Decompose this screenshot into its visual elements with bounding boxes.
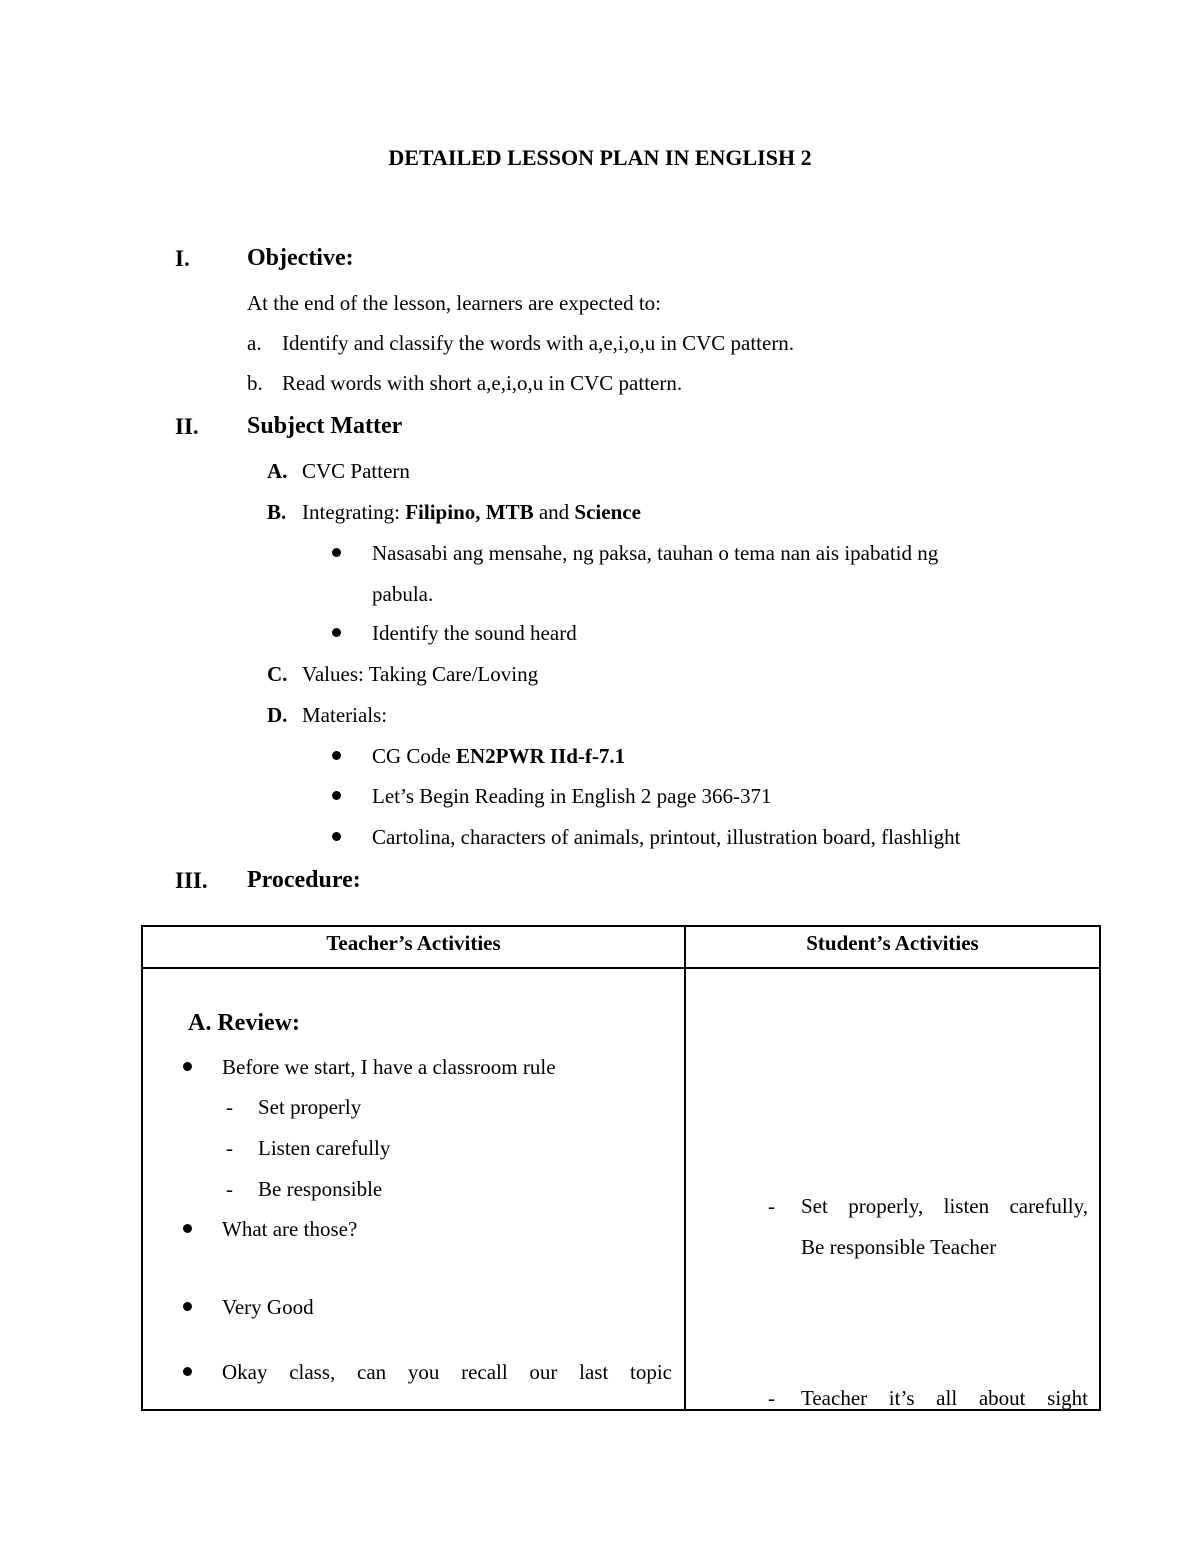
section-numeral-2: II.: [175, 414, 199, 439]
cg-code-value: EN2PWR IId-f-7.1: [456, 744, 626, 768]
integrating-science: Science: [574, 500, 641, 524]
student-answer-1-line1: Set properly, listen carefully,: [801, 1194, 1088, 1218]
subject-item-d: Materials:: [302, 703, 388, 727]
rule-item: Listen carefully: [258, 1136, 391, 1160]
bullet-dot-icon: [183, 1062, 192, 1071]
section-numeral-1: I.: [175, 246, 190, 271]
integrating-mtb: MTB: [485, 500, 534, 524]
teacher-question: What are those?: [222, 1217, 358, 1241]
objective-marker-a: a.: [247, 331, 262, 355]
objective-marker-b: b.: [247, 371, 263, 395]
bullet-dot-icon: [183, 1367, 192, 1376]
page-title: DETAILED LESSON PLAN IN ENGLISH 2: [388, 145, 812, 170]
student-answer-2: Teacher it’s all about sight: [801, 1386, 1088, 1410]
integrating-filipino: Filipino: [405, 500, 476, 524]
materials-bullet-3: Cartolina, characters of animals, printout, illustration board, flashlight: [372, 825, 961, 849]
bullet-dot-icon: [183, 1224, 192, 1233]
review-heading: A. Review:: [188, 1010, 300, 1036]
integration-bullet-2: Identify the sound heard: [372, 621, 577, 645]
student-answer-1-line2: Be responsible Teacher: [801, 1235, 997, 1259]
dash-marker: -: [226, 1177, 233, 1201]
materials-bullet-1: [372, 744, 625, 769]
rule-item: Set properly: [258, 1095, 362, 1119]
teacher-recall-question: Okay class, can you recall our last topic: [222, 1360, 672, 1384]
student-activities-header: Student’s Activities: [806, 931, 979, 955]
procedure-heading: Procedure:: [247, 867, 361, 893]
teacher-praise: Very Good: [222, 1295, 314, 1319]
bullet-dot-icon: [183, 1302, 192, 1311]
cg-code-label: CG Code: [372, 744, 456, 768]
classroom-rule-intro: Before we start, I have a classroom rule: [222, 1055, 556, 1079]
dash-marker: -: [226, 1136, 233, 1160]
objective-intro: At the end of the lesson, learners are expected to:: [247, 291, 662, 315]
bullet-dot-icon: [332, 548, 341, 557]
integrating-comma: ,: [475, 500, 486, 524]
subject-item-a: CVC Pattern: [302, 459, 410, 483]
subject-item-c: Values: Taking Care/Loving: [302, 662, 539, 686]
objective-heading: Objective:: [247, 245, 354, 271]
subject-marker-c: C.: [267, 662, 288, 686]
subject-item-b: [302, 500, 641, 525]
table-header-divider: [143, 967, 1099, 969]
bullet-dot-icon: [332, 791, 341, 800]
dash-marker: -: [768, 1386, 775, 1410]
dash-marker: -: [226, 1095, 233, 1119]
teacher-activities-header: Teacher’s Activities: [326, 931, 501, 955]
objective-item-a: Identify and classify the words with a,e,i,o,u in CVC pattern.: [282, 331, 795, 355]
dash-marker: -: [768, 1194, 775, 1218]
bullet-dot-icon: [332, 832, 341, 841]
subject-matter-heading: Subject Matter: [247, 413, 403, 439]
integrating-and: and: [533, 500, 575, 524]
subject-marker-d: D.: [267, 703, 288, 727]
section-numeral-3: III.: [175, 868, 208, 893]
bullet-dot-icon: [332, 628, 341, 637]
integration-bullet-1-line1: Nasasabi ang mensahe, ng paksa, tauhan o tema nan ais ipabatid ng: [372, 541, 939, 565]
integration-bullet-1-line2: pabula.: [372, 582, 434, 606]
procedure-table: [141, 925, 1101, 1411]
objective-item-b: Read words with short a,e,i,o,u in CVC pattern.: [282, 371, 683, 395]
subject-marker-b: B.: [267, 500, 287, 524]
integrating-label: Integrating:: [302, 500, 406, 524]
rule-item: Be responsible: [258, 1177, 383, 1201]
subject-marker-a: A.: [267, 459, 288, 483]
table-column-divider: [684, 927, 686, 1409]
materials-bullet-2: Let’s Begin Reading in English 2 page 366-371: [372, 784, 772, 808]
bullet-dot-icon: [332, 751, 341, 760]
